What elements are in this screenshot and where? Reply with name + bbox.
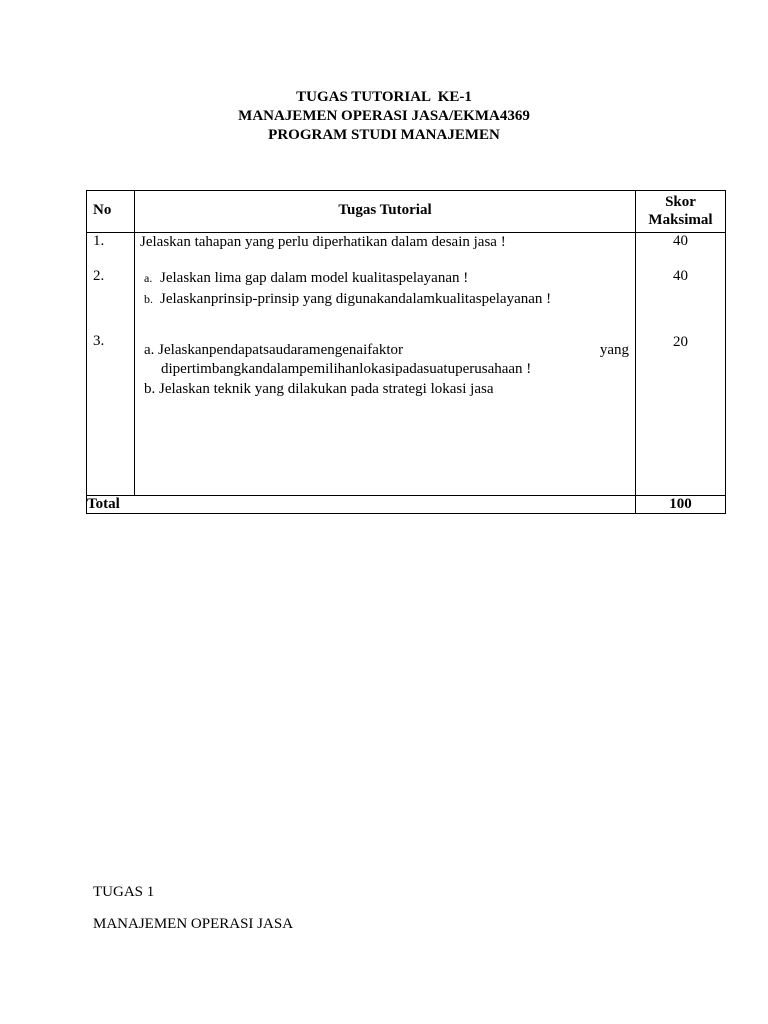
total-row — [87, 496, 726, 514]
task-1-text: Jelaskan tahapan yang perlu diperhatikan dalam desain jasa ! — [140, 234, 506, 250]
score-value: 40 — [673, 268, 688, 284]
task-2a-label: a. — [144, 271, 153, 285]
header-course: MANAJEMEN OPERASI JASA/EKMA4369 — [238, 108, 530, 124]
table-body-row — [87, 233, 726, 496]
task-3b-text: Jelaskan teknik yang dilakukan pada strategi lokasi jasa — [159, 381, 494, 397]
task-3a-text-part1: Jelaskanpendapatsaudaramengenaifaktor — [158, 342, 404, 358]
document-header — [0, 88, 768, 145]
row-number: 3. — [93, 333, 105, 349]
task-3a-text-part2: yang — [599, 342, 629, 358]
task-2b — [144, 290, 629, 309]
score-cell — [636, 233, 726, 496]
skor-label: Skor — [665, 194, 696, 210]
score-value: 20 — [673, 334, 688, 350]
task-2a — [144, 269, 629, 288]
task-2b-label: b. — [144, 292, 153, 306]
task-3a-text-line2: dipertimbangkandalampemilihanlokasipadasuatuperusahaan ! — [161, 361, 532, 377]
table-header-row — [87, 191, 726, 233]
footer-course: MANAJEMEN OPERASI JASA — [93, 916, 294, 932]
tutorial-task-table — [86, 190, 726, 514]
task-2a-text: Jelaskan lima gap dalam model kualitaspelayanan ! — [160, 270, 469, 286]
row-number: 2. — [93, 268, 105, 284]
column-header-tugas: Tugas Tutorial — [135, 191, 636, 233]
maksimal-label: Maksimal — [648, 212, 713, 228]
tasks-cell — [135, 233, 636, 496]
row-number: 1. — [93, 233, 105, 249]
score-value: 40 — [673, 233, 688, 249]
total-label: Total — [87, 496, 636, 514]
column-header-no: No — [87, 191, 135, 233]
header-program: PROGRAM STUDI MANAJEMEN — [268, 127, 500, 143]
column-header-skor — [636, 191, 726, 233]
task-2b-text: Jelaskanprinsip-prinsip yang digunakandalamkualitaspelayanan ! — [160, 291, 552, 307]
task-3b — [144, 380, 629, 399]
task-3a-label: a. — [144, 342, 155, 358]
number-cell — [87, 233, 135, 496]
header-title: TUGAS TUTORIAL KE-1 — [296, 89, 472, 105]
task-3b-label: b. — [144, 381, 156, 397]
task-3a — [144, 341, 629, 379]
footer-title: TUGAS 1 — [93, 884, 155, 900]
total-value: 100 — [636, 496, 726, 514]
